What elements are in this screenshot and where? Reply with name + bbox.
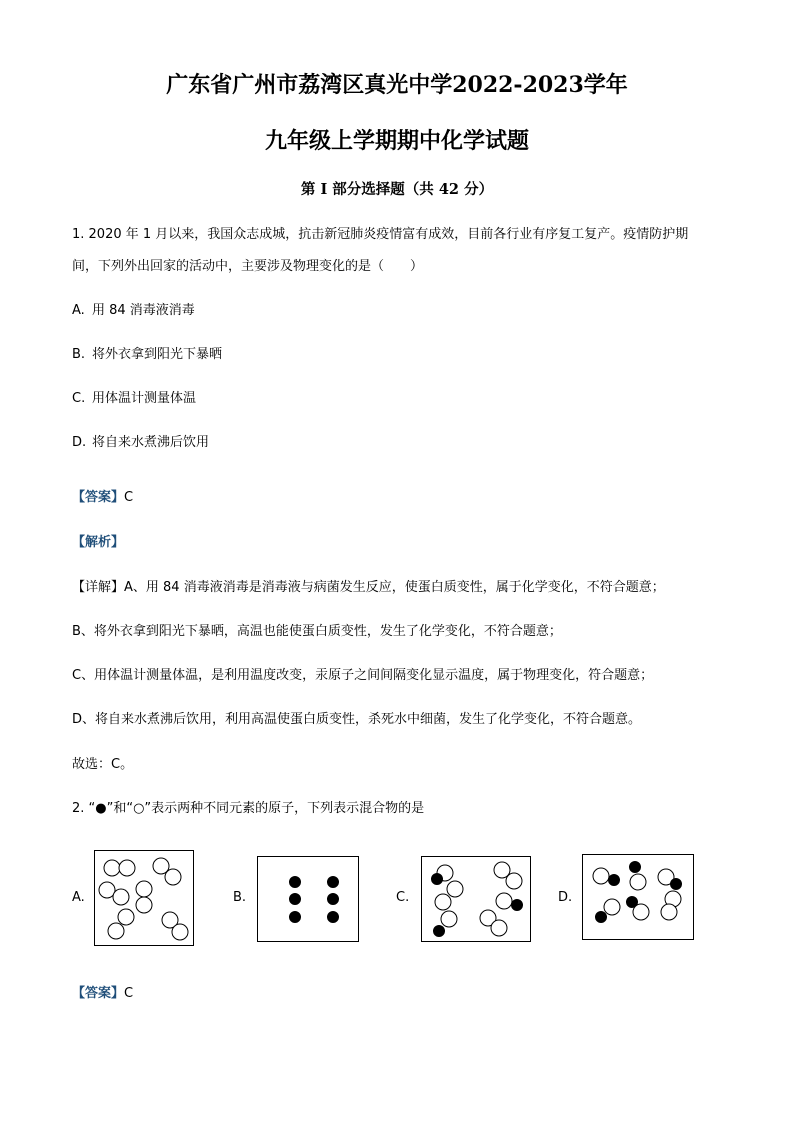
white-atom xyxy=(506,873,522,889)
black-atom xyxy=(290,894,301,905)
page-title-line2: 九年级上学期期中化学试题 xyxy=(264,128,529,154)
white-atom xyxy=(661,904,677,920)
q1-stem-line1: 1. 2020 年 1 月以来，我国众志成城，抗击新冠肺炎疫情富有成效，目前各行业有序复工复产。疫情防护期 xyxy=(72,227,689,242)
q1-detail-line-b: B、将外衣拿到阳光下暴晒，高温也能使蛋白质变性，发生了化学变化，不符合题意； xyxy=(72,624,562,639)
detail-text: A、用 84 消毒液消毒是消毒液与病菌发生反应，使蛋白质变性，属于化学变化，不符合题意； xyxy=(124,580,665,595)
white-atom xyxy=(593,868,609,884)
answer-tag: 【答案】 xyxy=(72,986,125,1001)
white-atom xyxy=(136,897,152,913)
q2-option-a-diagram xyxy=(94,850,194,946)
q1-option-b xyxy=(72,343,222,362)
answer-value: C xyxy=(124,490,134,505)
white-atom xyxy=(491,920,507,936)
option-text: 用体温计测量体温 xyxy=(92,391,197,406)
black-atom xyxy=(328,877,339,888)
answer-tag: 【答案】 xyxy=(72,490,125,505)
page-title-line1: 广东省广州市荔湾区真光中学2022-2023学年 xyxy=(166,72,628,98)
black-atom xyxy=(609,875,620,886)
white-atom xyxy=(136,881,152,897)
black-atom xyxy=(671,879,682,890)
q2-option-b-label: B. xyxy=(233,890,247,905)
white-atom xyxy=(118,909,134,925)
q2-stem: 2. “●”和“○”表示两种不同元素的原子，下列表示混合物的是 xyxy=(72,801,425,816)
black-atom xyxy=(290,877,301,888)
black-atom xyxy=(432,874,443,885)
white-atom xyxy=(172,924,188,940)
white-atom xyxy=(104,860,120,876)
option-letter: B. xyxy=(72,347,86,362)
q2-answer xyxy=(72,982,133,1001)
particle-diagram-c xyxy=(422,857,532,943)
q1-conclusion: 故选：C。 xyxy=(72,757,134,772)
q1-detail-line-a xyxy=(72,576,665,595)
option-text: 将外衣拿到阳光下暴晒 xyxy=(92,347,223,362)
q1-stem-line2: 间，下列外出回家的活动中，主要涉及物理变化的是（ ） xyxy=(72,259,424,274)
white-atom xyxy=(108,923,124,939)
black-atom xyxy=(512,900,523,911)
black-atom xyxy=(290,912,301,923)
black-atom xyxy=(630,862,641,873)
section-heading: 第 I 部分选择题（共 42 分） xyxy=(300,181,494,198)
white-atom xyxy=(113,889,129,905)
q2-option-d-label: D. xyxy=(558,890,573,905)
q1-option-c xyxy=(72,387,196,406)
white-atom xyxy=(496,893,512,909)
q1-answer xyxy=(72,486,133,505)
particle-diagram-a xyxy=(95,851,195,947)
option-text: 用 84 消毒液消毒 xyxy=(92,303,195,318)
white-atom xyxy=(165,869,181,885)
black-atom xyxy=(328,894,339,905)
q2-option-b-diagram xyxy=(257,856,359,942)
black-atom xyxy=(596,912,607,923)
white-atom xyxy=(441,911,457,927)
white-atom xyxy=(119,860,135,876)
white-atom xyxy=(630,874,646,890)
q1-analysis-tag: 【解析】 xyxy=(72,535,125,550)
option-letter: D. xyxy=(72,435,87,450)
option-text: 将自来水煮沸后饮用 xyxy=(92,435,210,450)
option-letter: C. xyxy=(72,391,86,406)
option-letter: A. xyxy=(72,303,85,318)
q2-option-d-diagram xyxy=(582,854,694,940)
particle-diagram-d xyxy=(583,855,695,941)
q2-option-a-label: A. xyxy=(72,890,85,905)
q2-option-c-diagram xyxy=(421,856,531,942)
white-atom xyxy=(447,881,463,897)
q1-detail-line-d: D、将自来水煮沸后饮用，利用高温使蛋白质变性，杀死水中细菌，发生了化学变化，不符合题意。 xyxy=(72,712,642,727)
q1-option-a xyxy=(72,299,195,318)
white-atom xyxy=(604,899,620,915)
black-atom xyxy=(328,912,339,923)
white-atom xyxy=(99,882,115,898)
white-atom xyxy=(633,904,649,920)
white-atom xyxy=(435,894,451,910)
q1-option-d xyxy=(72,431,209,450)
detail-tag: 【详解】 xyxy=(72,580,125,595)
answer-value: C xyxy=(124,986,134,1001)
particle-diagram-b xyxy=(258,857,360,943)
black-atom xyxy=(434,926,445,937)
q2-option-c-label: C. xyxy=(396,890,410,905)
q1-detail-line-c: C、用体温计测量体温，是利用温度改变，汞原子之间间隔变化显示温度，属于物理变化，符合题意； xyxy=(72,668,654,683)
